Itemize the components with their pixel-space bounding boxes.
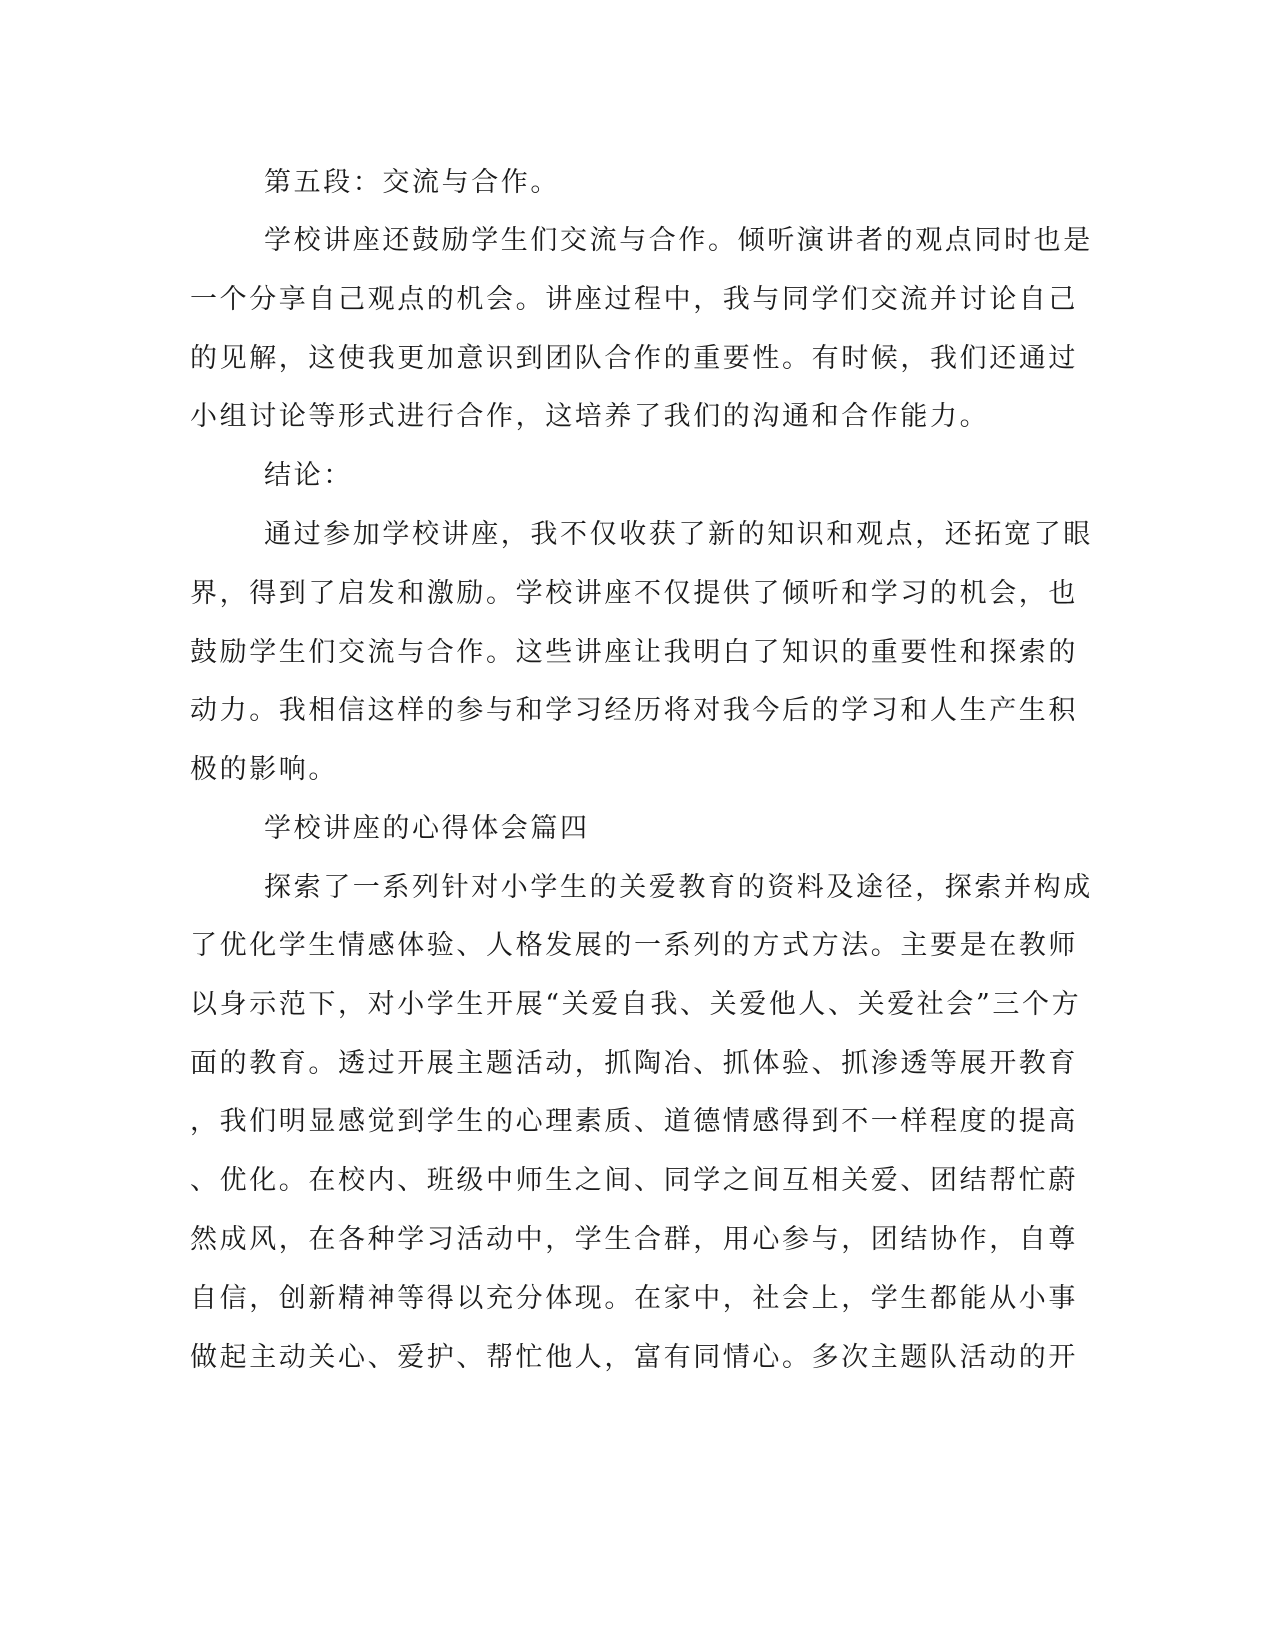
paragraph-line: 以身示范下，对小学生开展“关爱自我、关爱他人、关爱社会”三个方 [190,989,1082,1020]
paragraph-line: 探索了一系列针对小学生的关爱教育的资料及途径，探索并构成 [264,872,1093,903]
paragraph-line: 、优化。在校内、班级中师生之间、同学之间互相关爱、团结帮忙蔚 [190,1165,1078,1196]
paragraph-line: 做起主动关心、爱护、帮忙他人，富有同情心。多次主题队活动的开 [190,1342,1078,1373]
paragraph-line: 极的影响。 [190,754,338,785]
paragraph-line: 学校讲座还鼓励学生们交流与合作。倾听演讲者的观点同时也是 [264,225,1093,256]
paragraph-line: 界，得到了启发和激励。学校讲座不仅提供了倾听和学习的机会，也 [190,578,1078,609]
conclusion-heading: 结论： [264,460,353,491]
section-heading-5: 第五段：交流与合作。 [264,167,560,198]
paragraph-line: ，我们明显感觉到学生的心理素质、道德情感得到不一样程度的提高 [190,1106,1078,1137]
paragraph-line: 一个分享自己观点的机会。讲座过程中，我与同学们交流并讨论自己 [190,284,1078,315]
paragraph-line: 然成风，在各种学习活动中，学生合群，用心参与，团结协作，自尊 [190,1224,1078,1255]
paragraph-line: 了优化学生情感体验、人格发展的一系列的方式方法。主要是在教师 [190,930,1078,961]
paragraph-line: 鼓励学生们交流与合作。这些讲座让我明白了知识的重要性和探索的 [190,637,1078,668]
paragraph-line: 的见解，这使我更加意识到团队合作的重要性。有时候，我们还通过 [190,343,1078,374]
paragraph-line: 动力。我相信这样的参与和学习经历将对我今后的学习和人生产生积 [190,695,1078,726]
article-title: 学校讲座的心得体会篇四 [264,813,590,844]
paragraph-line: 自信，创新精神等得以充分体现。在家中，社会上，学生都能从小事 [190,1283,1078,1314]
paragraph-line: 通过参加学校讲座，我不仅收获了新的知识和观点，还拓宽了眼 [264,519,1093,550]
paragraph-line: 小组讨论等形式进行合作，这培养了我们的沟通和合作能力。 [190,401,990,432]
paragraph-line: 面的教育。透过开展主题活动，抓陶冶、抓体验、抓渗透等展开教育 [190,1048,1078,1079]
